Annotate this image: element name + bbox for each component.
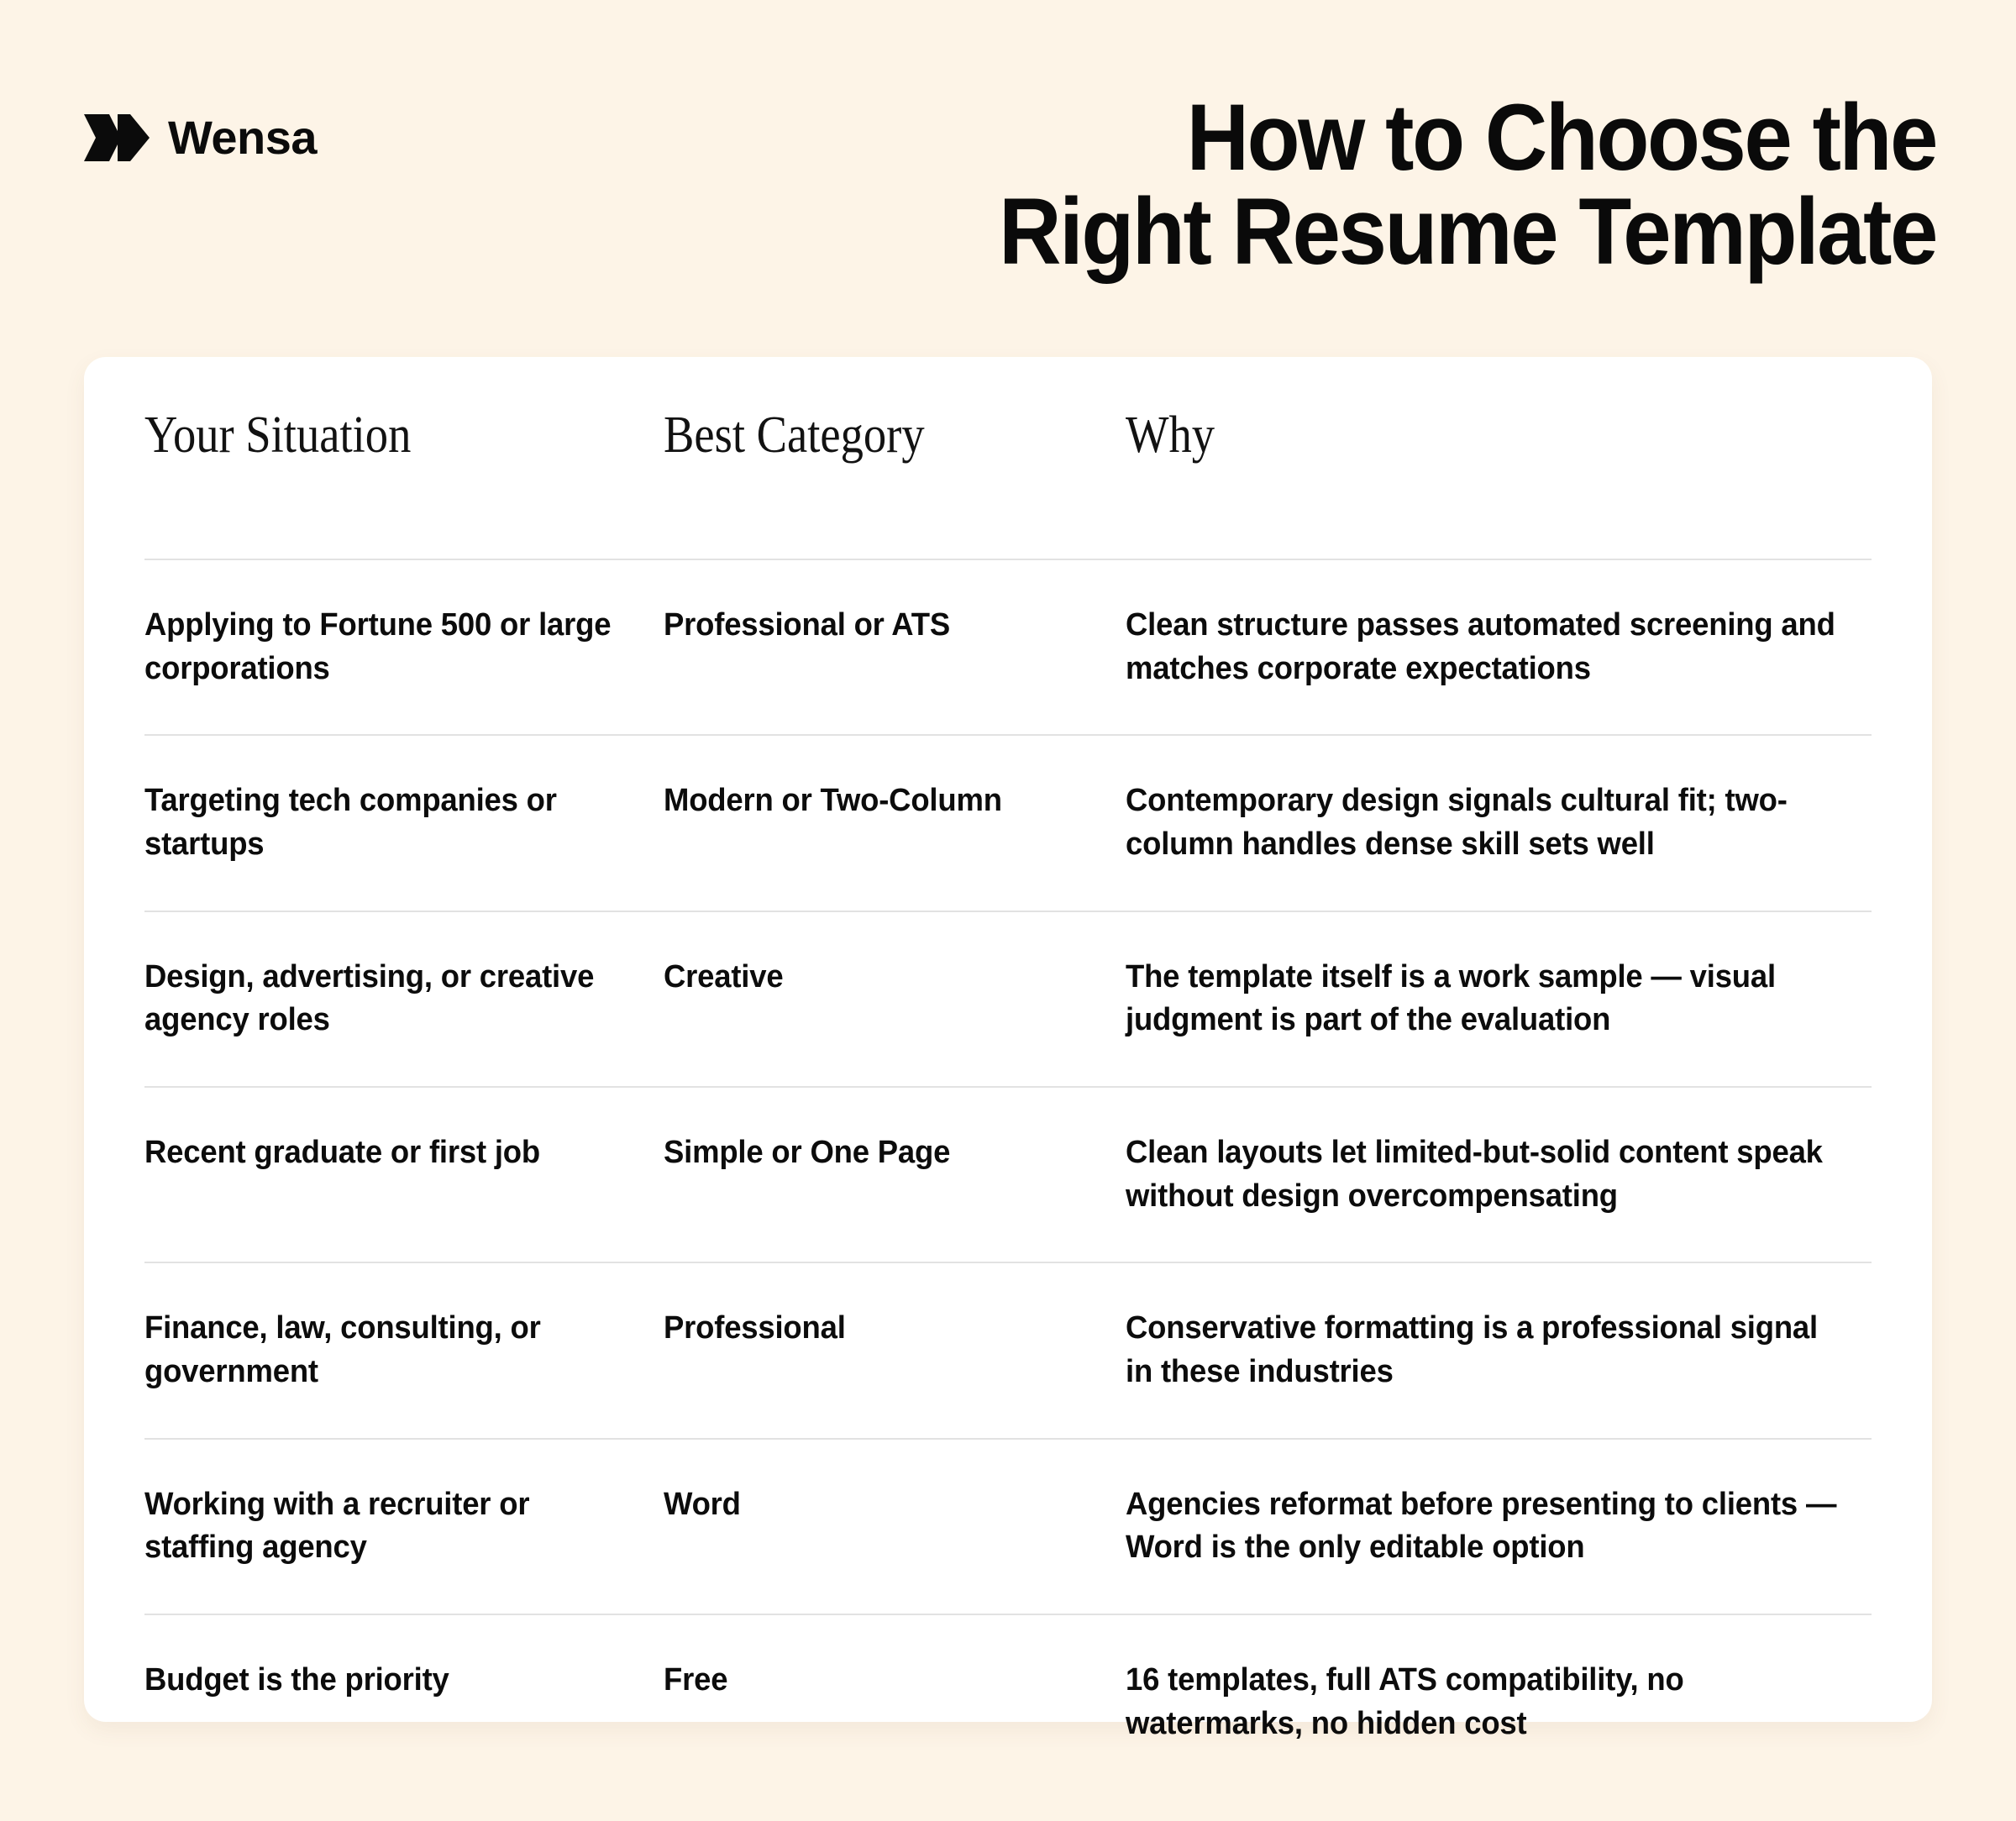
table-row (144, 736, 1872, 910)
table-header-row (144, 357, 1872, 559)
cell-category: Professional or ATS (664, 607, 950, 643)
table-row (144, 1088, 1872, 1262)
column-header-why: Why (1126, 407, 1215, 464)
cell-category: Free (664, 1662, 728, 1698)
table-row (144, 1440, 1872, 1614)
cell-category: Word (664, 1486, 741, 1522)
cell-why: Clean layouts let limited-but-solid content speak without design overcompensating (1126, 1135, 1823, 1214)
cell-category: Simple or One Page (664, 1135, 951, 1171)
comparison-table (144, 357, 1872, 1794)
page-title-line-2: Right Resume Template (999, 179, 1936, 284)
cell-why: Contemporary design signals cultural fit; two-column handles dense skill sets well (1126, 783, 1788, 863)
cell-why: Agencies reformat before presenting to clients — Word is the only editable option (1126, 1486, 1837, 1566)
cell-situation: Recent graduate or first job (144, 1135, 540, 1171)
cell-situation: Targeting tech companies or startups (144, 783, 557, 863)
brand-name: Wensa (168, 111, 317, 164)
column-header-category: Best Category (664, 407, 925, 464)
comparison-table-card (84, 357, 1932, 1741)
cell-category: Modern or Two-Column (664, 783, 1002, 819)
table-row (144, 912, 1872, 1086)
table-row (144, 1263, 1872, 1437)
cell-why: Conservative formatting is a professional signal in these industries (1126, 1310, 1818, 1390)
cell-situation: Design, advertising, or creative agency roles (144, 958, 595, 1038)
cell-why: The template itself is a work sample — visual judgment is part of the evaluation (1126, 958, 1776, 1038)
cell-situation: Working with a recruiter or staffing agency (144, 1486, 530, 1566)
table-row (144, 1615, 1872, 1794)
page-title-line-1: How to Choose the (1186, 85, 1936, 190)
cell-situation: Finance, law, consulting, or government (144, 1310, 541, 1390)
page-header (0, 0, 2016, 357)
brand-logo[interactable] (84, 111, 317, 164)
cell-category: Professional (664, 1310, 846, 1346)
cell-why: Clean structure passes automated screening and matches corporate expectations (1126, 607, 1835, 686)
cell-situation: Applying to Fortune 500 or large corporations (144, 607, 612, 686)
cell-situation: Budget is the priority (144, 1662, 449, 1698)
column-header-situation: Your Situation (144, 407, 412, 464)
page-title (777, 85, 1936, 284)
table-row (144, 560, 1872, 734)
cell-why: 16 templates, full ATS compatibility, no watermarks, no hidden cost (1126, 1662, 1684, 1741)
cell-category: Creative (664, 958, 784, 994)
double-chevron-right-icon (84, 114, 150, 161)
